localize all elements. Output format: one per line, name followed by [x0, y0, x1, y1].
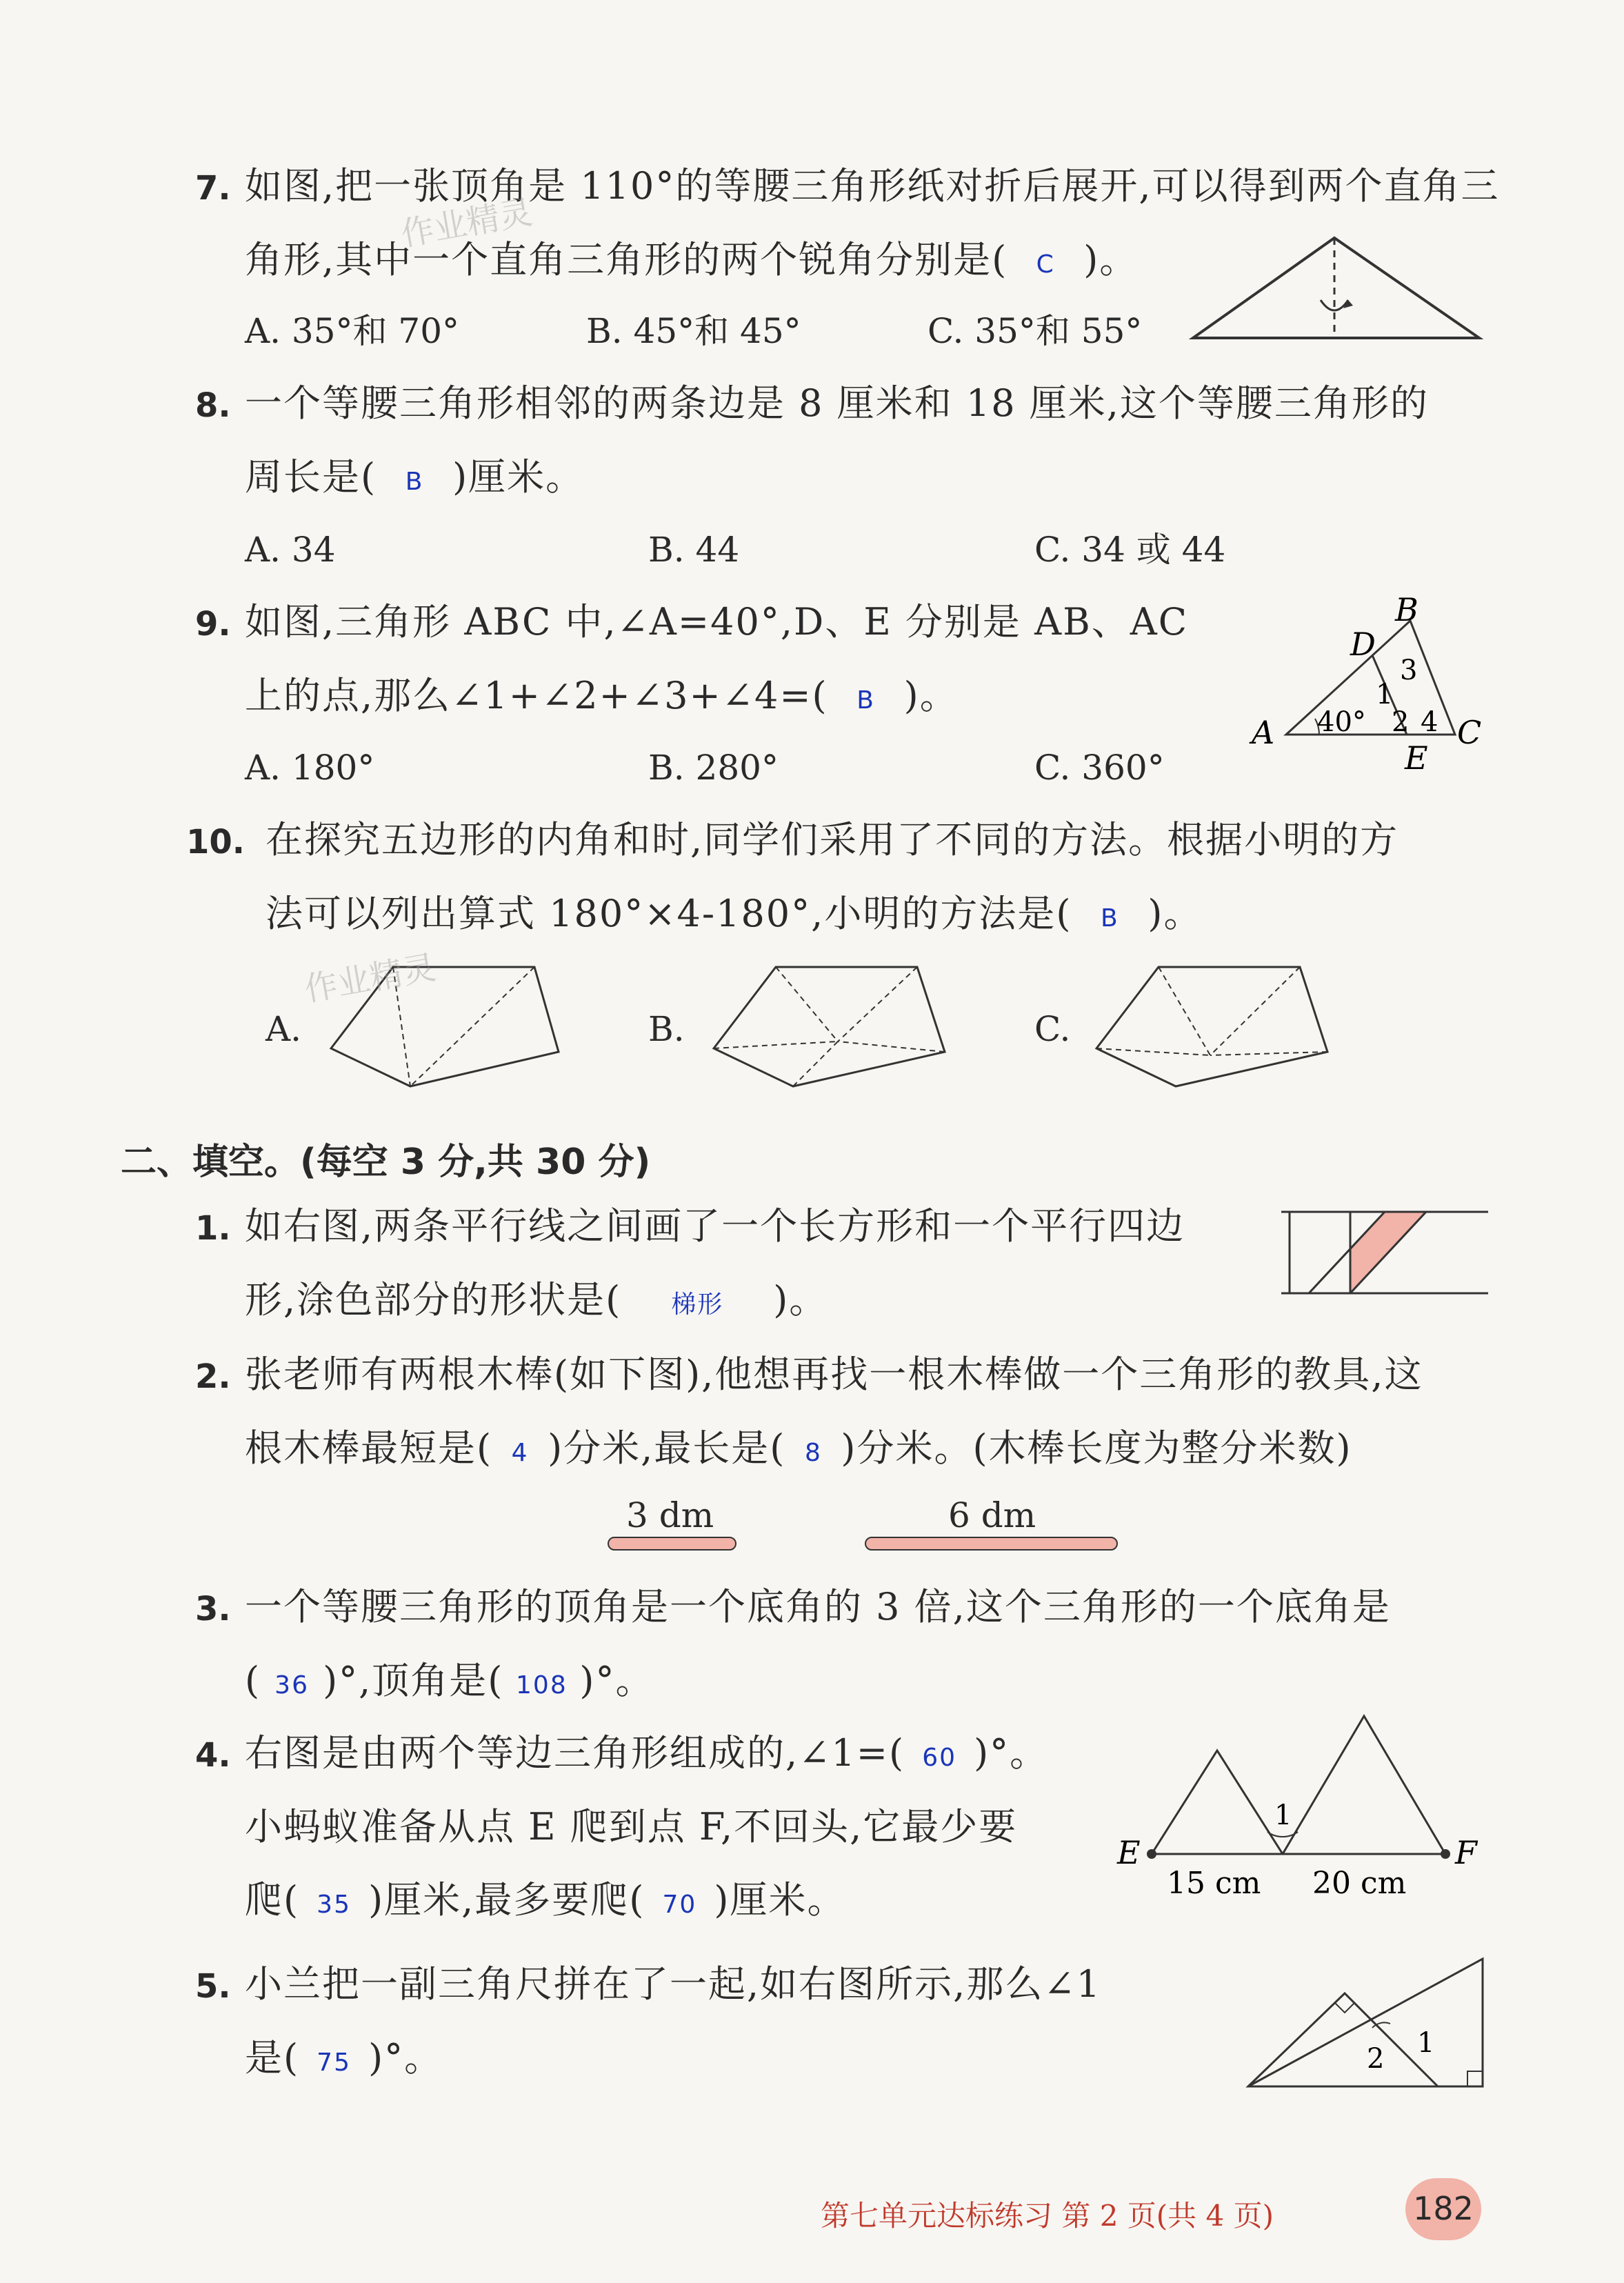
- q9-option-a: A. 180°: [245, 748, 375, 788]
- fill-q5-line2: [245, 2036, 443, 2080]
- fill-q3-number: 3.: [195, 1590, 231, 1628]
- q7-option-c: C. 35°和 55°: [928, 311, 1143, 351]
- q7-option-a: A. 35°和 70°: [245, 311, 460, 351]
- fill-q3-answer-1: 36: [274, 1671, 309, 1699]
- q7-line2-pre: 角形,其中一个直角三角形的两个锐角分别是(: [245, 238, 1008, 281]
- q7-number: 7.: [195, 169, 231, 208]
- q10-option-c: C.: [1034, 1009, 1071, 1049]
- fill-q5-number: 5.: [195, 1967, 231, 2006]
- watermark-1: 作业精灵: [398, 192, 536, 255]
- fill-q1-line1: 如右图,两条平行线之间画了一个长方形和一个平行四边: [245, 1204, 1185, 1248]
- fill-q5-answer: 75: [317, 2048, 351, 2077]
- fill-q4-answer-1: 60: [922, 1744, 956, 1772]
- fill-q3-line2-b: )°,顶角是(: [323, 1659, 504, 1702]
- q9-option-c: C. 360°: [1034, 748, 1165, 788]
- q9-label-3: 3: [1400, 655, 1418, 686]
- fill-q5-line1: 小兰把一副三角尺拼在了一起,如右图所示,那么∠1: [245, 1962, 1101, 2006]
- fill-q3-line2: [245, 1659, 654, 1702]
- fill-q5-label-1: 1: [1417, 2027, 1435, 2059]
- q9-label-b: B: [1395, 591, 1419, 628]
- q8-line2-post: )厘米。: [452, 455, 585, 499]
- fill-q4-line1: [245, 1731, 1049, 1775]
- q9-line2-pre: 上的点,那么∠1+∠2+∠3+∠4=(: [245, 674, 828, 717]
- fill-q1-line2-pre: 形,涂色部分的形状是(: [245, 1278, 622, 1322]
- fill-q2-line2: [245, 1426, 1352, 1470]
- fill-q4-len-1: 15 cm: [1167, 1866, 1261, 1901]
- watermark-2: 作业精灵: [301, 948, 439, 1010]
- q10-answer: B: [1101, 904, 1119, 933]
- fill-q4-figure: [1110, 1704, 1486, 1904]
- q9-triangle-figure: [1252, 591, 1486, 777]
- q10-line2: [265, 892, 1203, 935]
- q8-option-a: A. 34: [245, 530, 336, 570]
- q10-option-b: B.: [648, 1009, 685, 1049]
- fill-q2-line1: 张老师有两根木棒(如下图),他想再找一根木棒做一个三角形的教具,这: [245, 1353, 1423, 1396]
- q7-line2: [245, 238, 1139, 281]
- fill-q5-figure: [1241, 1952, 1490, 2090]
- q9-number: 9.: [195, 605, 231, 644]
- q9-line1: 如图,三角形 ABC 中,∠A=40°,D、E 分别是 AB、AC: [245, 600, 1189, 644]
- fill-q4-answer-3: 70: [662, 1891, 697, 1919]
- fill-q1-line2: [245, 1278, 828, 1322]
- q9-label-a: A: [1252, 714, 1275, 751]
- q10-option-a: A.: [265, 1009, 302, 1049]
- fill-q4-answer-2: 35: [317, 1891, 351, 1919]
- fill-q2-answer-1: 4: [511, 1439, 529, 1467]
- q8-line1: 一个等腰三角形相邻的两条边是 8 厘米和 18 厘米,这个等腰三角形的: [245, 381, 1429, 425]
- fill-q3-line2-a: (: [245, 1659, 261, 1702]
- fill-q2-number: 2.: [195, 1357, 231, 1396]
- fill-q4-len-2: 20 cm: [1312, 1866, 1407, 1901]
- fill-q5-line2-b: )°。: [368, 2036, 443, 2080]
- q7-option-b: B. 45°和 45°: [586, 311, 801, 351]
- fill-q1-answer: 梯形: [671, 1290, 724, 1319]
- q7-line1: 如图,把一张顶角是 110°的等腰三角形纸对折后展开,可以得到两个直角三: [245, 164, 1500, 208]
- fill-q4-line3-c: )厘米。: [714, 1878, 846, 1922]
- q9-label-c: C: [1457, 714, 1482, 751]
- fill-q3-line1: 一个等腰三角形的顶角是一个底角的 3 倍,这个三角形的一个底角是: [245, 1585, 1391, 1628]
- q8-answer: B: [405, 468, 424, 496]
- q7-answer: C: [1036, 250, 1055, 279]
- sticks-figure: [600, 1535, 1124, 1555]
- q8-option-c: C. 34 或 44: [1034, 530, 1226, 570]
- fill-q2-answer-2: 8: [804, 1439, 822, 1467]
- fill-q4-line3-a: 爬(: [245, 1878, 300, 1922]
- fill-q4-label-e: E: [1117, 1834, 1141, 1871]
- stick-1-label: 3 dm: [626, 1495, 714, 1535]
- q9-label-40: 40°: [1317, 706, 1366, 738]
- q9-line2-post: )。: [903, 674, 959, 717]
- fill-q1-number: 1.: [195, 1209, 231, 1248]
- q9-option-b: B. 280°: [648, 748, 779, 788]
- fill-q2-line2-c: )分米。(木棒长度为整分米数): [841, 1426, 1352, 1470]
- footer-text: 第七单元达标练习 第 2 页(共 4 页): [821, 2199, 1274, 2233]
- q10-pentagon-c: [1090, 959, 1331, 1097]
- q9-label-2: 2: [1392, 706, 1410, 738]
- fill-q3-answer-2: 108: [516, 1671, 568, 1699]
- fill-q2-line2-a: 根木棒最短是(: [245, 1426, 493, 1470]
- fill-q4-line1-a: 右图是由两个等边三角形组成的,∠1=(: [245, 1731, 905, 1775]
- q9-label-e: E: [1405, 739, 1428, 777]
- q10-line2-pre: 法可以列出算式 180°×4-180°,小明的方法是(: [265, 892, 1072, 935]
- page-number: 182: [1413, 2190, 1474, 2227]
- q10-pentagon-b: [707, 959, 948, 1097]
- q9-label-d: D: [1350, 626, 1376, 663]
- q8-number: 8.: [195, 386, 231, 425]
- stick-2-label: 6 dm: [948, 1495, 1036, 1535]
- fill-q1-line2-post: )。: [773, 1278, 828, 1322]
- q8-line2: [245, 455, 585, 499]
- fill-q2-line2-b: )分米,最长是(: [548, 1426, 786, 1470]
- fill-q4-line1-b: )°。: [974, 1731, 1049, 1775]
- fill-q4-line2: 小蚂蚁准备从点 E 爬到点 F,不回头,它最少要: [245, 1805, 1018, 1848]
- q10-number: 10.: [186, 823, 245, 861]
- fill-q4-label-f: F: [1455, 1834, 1477, 1871]
- fill-q4-label-1: 1: [1274, 1800, 1292, 1831]
- fill-q5-line2-a: 是(: [245, 2036, 300, 2080]
- q7-triangle-figure: [1186, 231, 1490, 348]
- q8-line2-pre: 周长是(: [245, 455, 377, 499]
- fill-q3-line2-c: )°。: [579, 1659, 654, 1702]
- fill-q5-label-2: 2: [1367, 2043, 1385, 2075]
- fill-q4-line3: [245, 1878, 846, 1922]
- q9-label-4: 4: [1421, 706, 1438, 738]
- q9-label-1: 1: [1376, 679, 1394, 710]
- fill-q1-figure: [1281, 1204, 1488, 1300]
- q7-line2-post: )。: [1083, 238, 1139, 281]
- q9-line2: [245, 674, 959, 717]
- section2-title: 二、填空。(每空 3 分,共 30 分): [121, 1142, 651, 1183]
- fill-q4-line3-b: )厘米,最多要爬(: [368, 1878, 645, 1922]
- q9-answer: B: [856, 686, 875, 715]
- fill-q4-number: 4.: [195, 1736, 231, 1775]
- q8-option-b: B. 44: [648, 530, 740, 570]
- q10-line2-post: )。: [1147, 892, 1203, 935]
- q10-line1: 在探究五边形的内角和时,同学们采用了不同的方法。根据小明的方: [265, 818, 1399, 861]
